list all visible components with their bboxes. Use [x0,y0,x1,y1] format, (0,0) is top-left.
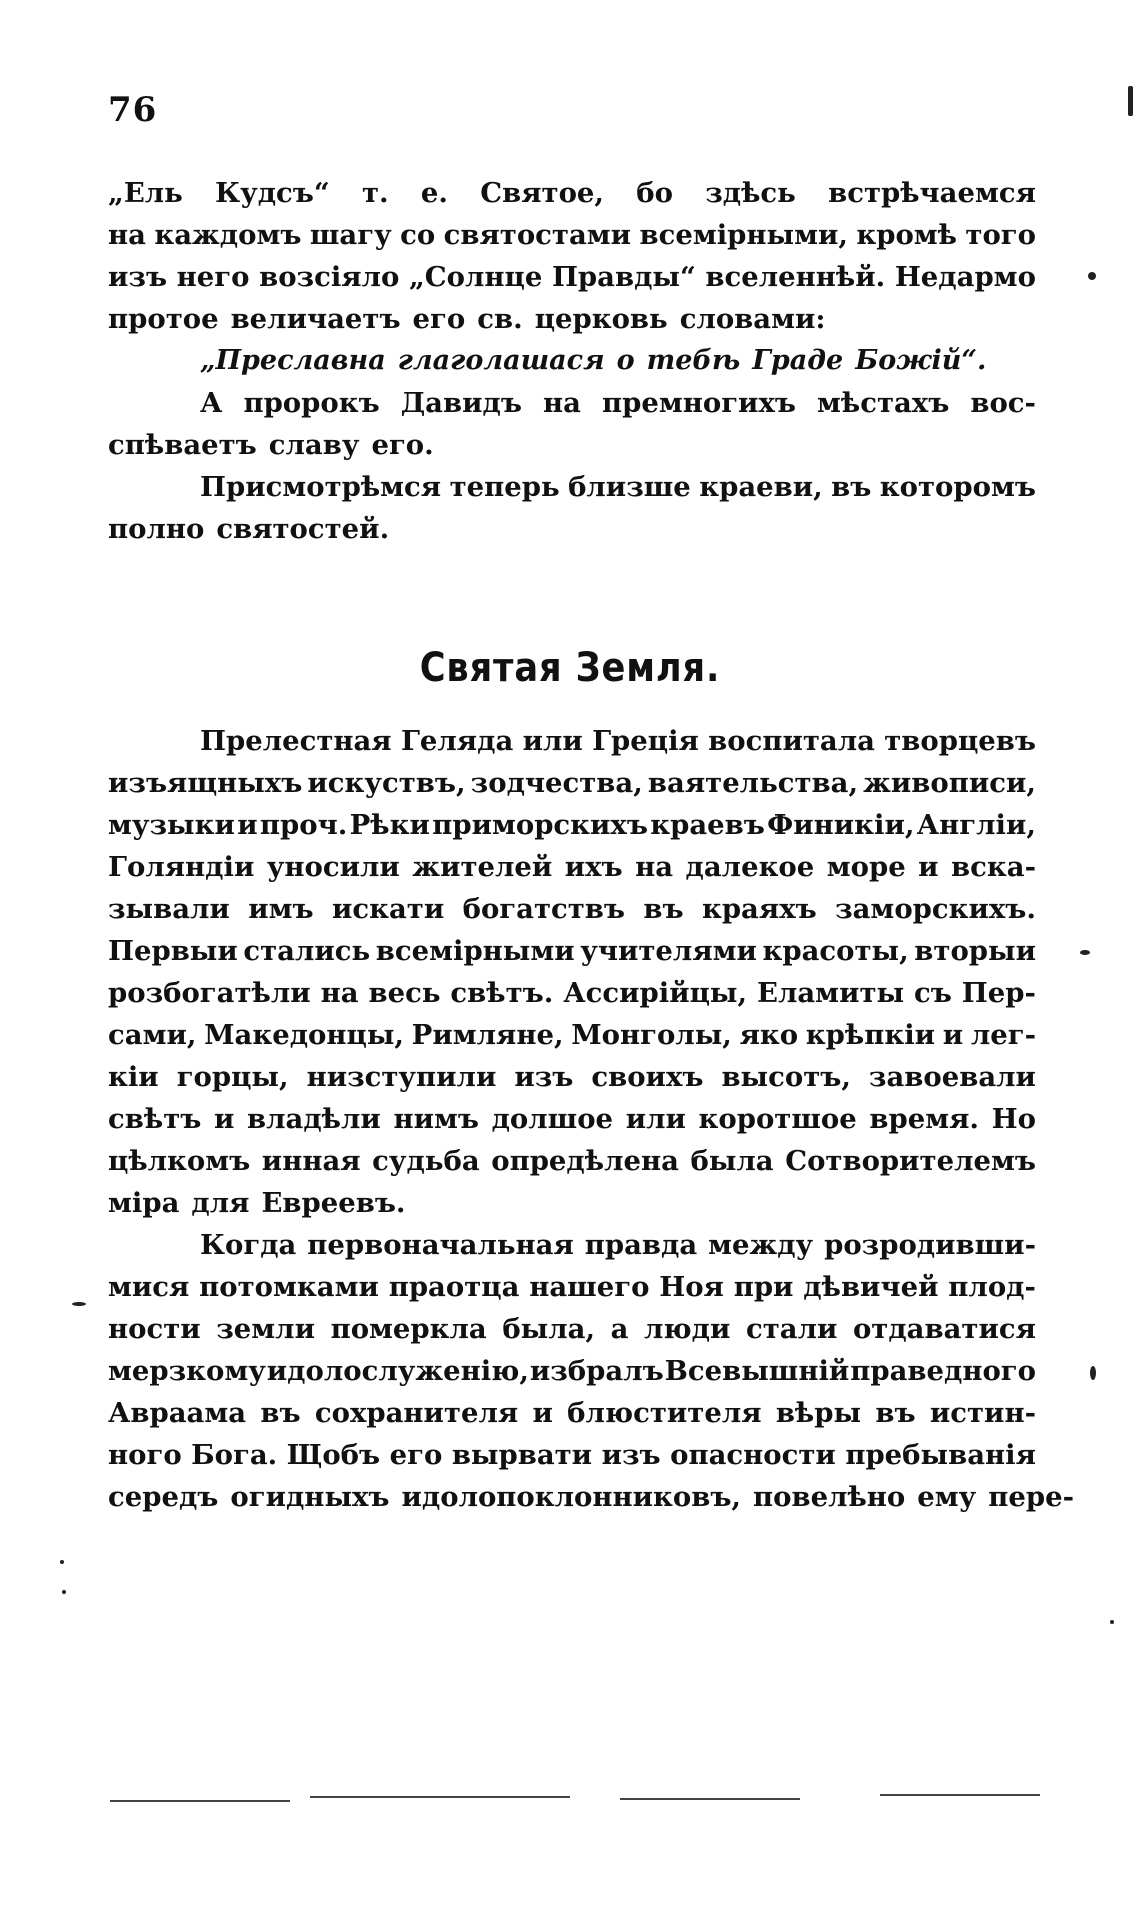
main-text-block [108,720,1075,1518]
text-line: спѣваетъ славу его. [108,429,434,461]
text-line: Присмотрѣмся теперь близше краеви, въ которомъ [200,471,1036,503]
text-line: свѣтъ и владѣли нимъ долшое или коротшое время. Но [108,1103,1036,1135]
scan-speck [1128,86,1133,116]
text-line: Прелестная Геляда или Греція воспитала творцевъ [200,725,1036,757]
text-line: зывали имъ искати богатствъ въ краяхъ заморскихъ. [108,893,1036,925]
text-line: цѣлкомъ инная судьба опредѣлена была Сотворителемъ [108,1145,1036,1177]
page-number: 76 [108,90,158,130]
text-line: розбогатѣли на весь свѣтъ. Ассирійцы, Еламиты съ Пер- [108,977,1036,1009]
text-line: мерзкому идолослуженію, избралъ Всевышній праведного [108,1355,1036,1387]
text-line: сами, Македонцы, Римляне, Монголы, яко крѣпкіи и лег- [108,1019,1036,1051]
text-line: Авраама въ сохранителя и блюстителя вѣры въ истин- [108,1397,1036,1429]
intro-text-block [108,172,1036,550]
text-line: ности земли померкла была, а люди стали отдаватися [108,1313,1036,1345]
text-line: Когда первоначальная правда между розродивши- [200,1229,1036,1261]
text-line: мися потомками праотца нашего Ноя при дѣвичей плод- [108,1271,1036,1303]
scan-speck [1088,272,1096,280]
scan-speck [72,1302,86,1306]
text-line: „Ель Кудсъ“ т. е. Святое, бо здѣсь встрѣчаемся [108,177,1036,209]
section-heading: Святая Земля. [419,645,721,691]
text-line: середъ огидныхъ идолопоклонниковъ, повелѣно ему пере- [108,1481,1075,1513]
scan-speck [62,1590,66,1594]
text-line: ного Бога. Щобъ его вырвати изъ опасности пребыванія [108,1439,1036,1471]
text-line: міра для Евреевъ. [108,1187,406,1219]
text-line: полно святостей. [108,513,390,545]
scan-dash [620,1798,800,1800]
text-line: музыки и проч. Рѣки приморскихъ краевъ Финикіи, Англіи, [108,809,1036,841]
scan-speck [1090,1366,1096,1380]
scan-speck [60,1560,64,1564]
scan-dash [110,1800,290,1802]
scan-speck [1080,950,1090,955]
scan-dash [310,1796,570,1798]
text-line: на каждомъ шагу со святостами всемірными, кромѣ того [108,219,1036,251]
text-line: изъящныхъ искуствъ, зодчества, ваятельства, живописи, [108,767,1036,799]
text-line: протое величаетъ его св. церковь словами: [108,303,826,335]
text-line: Первыи стались всемірными учителями красоты, вторыи [108,935,1036,967]
text-line: кіи горцы, низступили изъ своихъ высотъ, завоевали [108,1061,1036,1093]
text-line: „Преславна глаголашася о тебѣ Граде Божій“. [200,345,987,376]
text-line: А пророкъ Давидъ на премногихъ мѣстахъ вос- [200,387,1036,419]
scan-speck [1110,1620,1114,1624]
text-line: Голяндіи уносили жителей ихъ на далекое море и вска- [108,851,1036,883]
text-line: изъ него возсіяло „Солнце Правды“ вселеннѣй. Недармо [108,261,1036,293]
scan-dash [880,1794,1040,1796]
